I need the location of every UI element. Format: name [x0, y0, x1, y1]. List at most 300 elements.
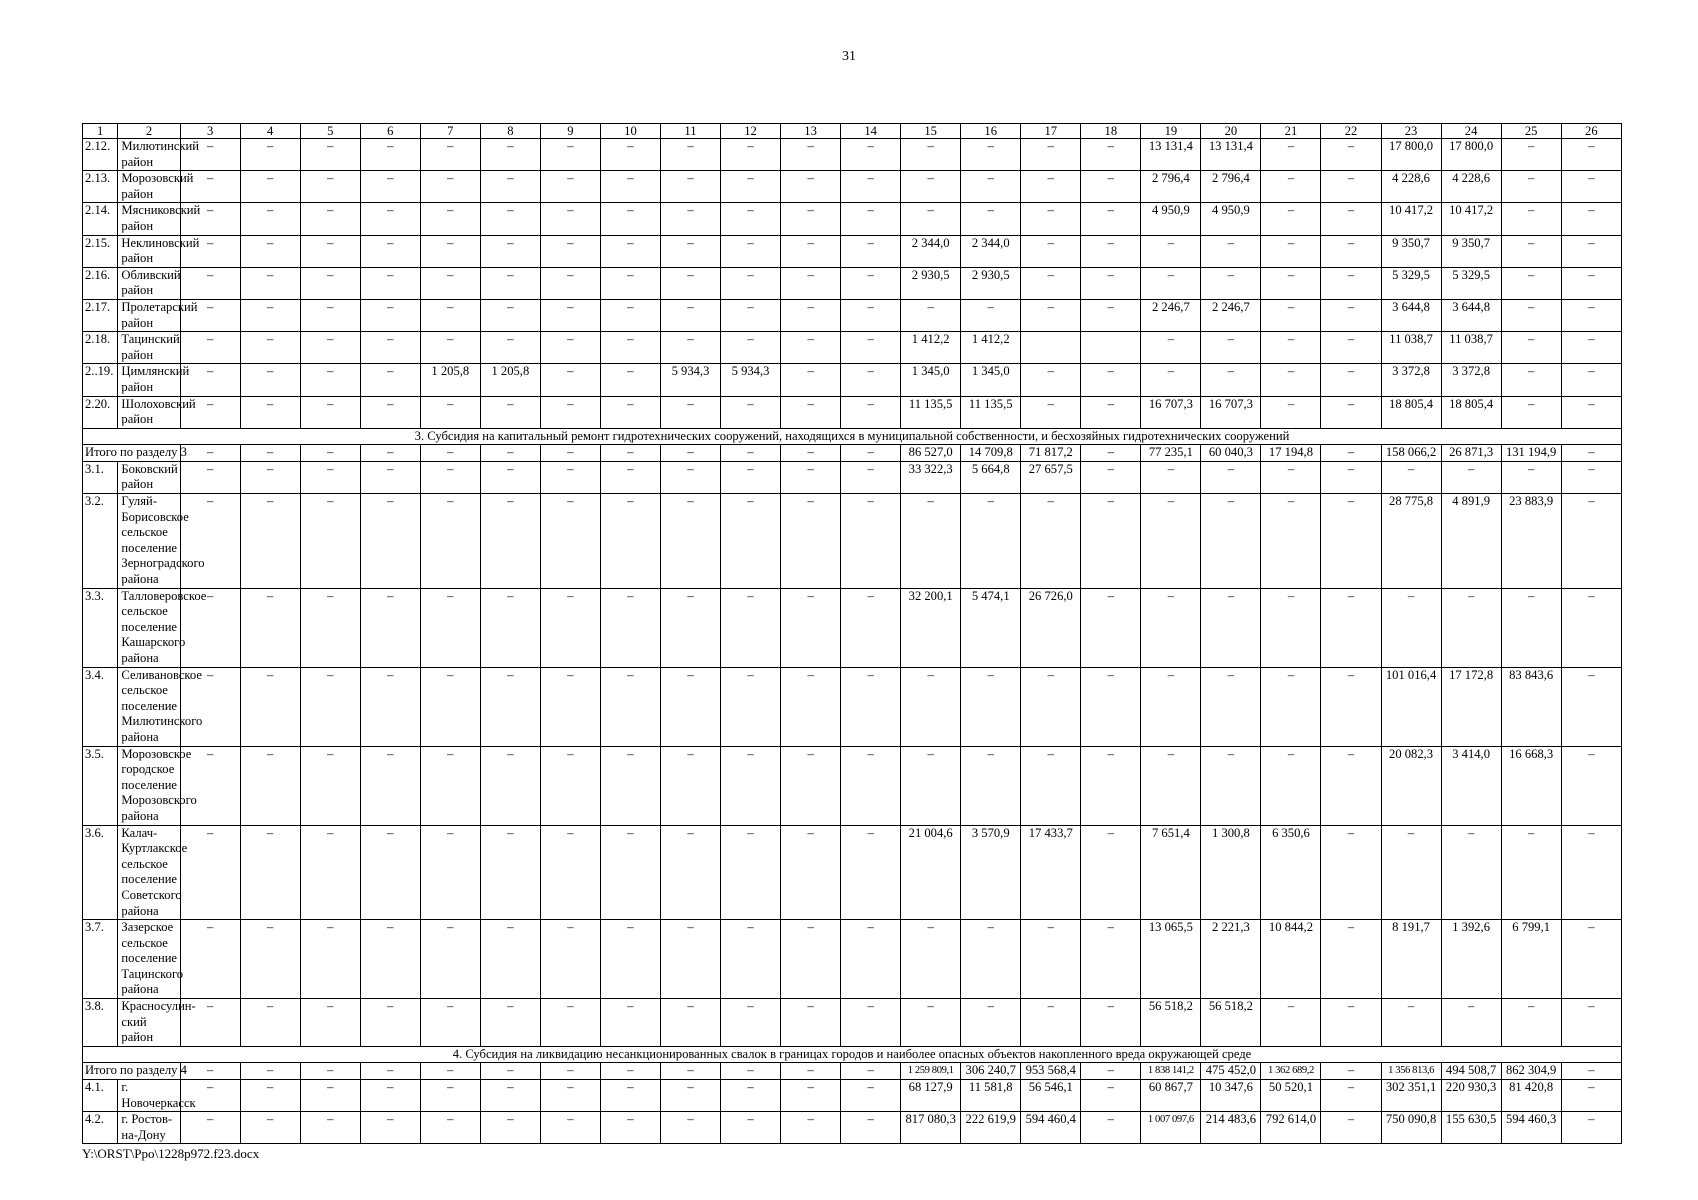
- table-row: [83, 667, 1622, 746]
- value-cell: –: [300, 588, 360, 667]
- value-cell: –: [480, 588, 540, 667]
- value-cell: –: [841, 746, 901, 825]
- value-cell: 11 581,8: [961, 1080, 1021, 1112]
- column-number-header: 8: [480, 124, 540, 139]
- value-cell: –: [841, 299, 901, 331]
- value-cell: –: [1501, 299, 1561, 331]
- table-row: [83, 203, 1622, 235]
- value-cell: 4 228,6: [1441, 171, 1501, 203]
- value-cell: 2 930,5: [961, 267, 1021, 299]
- value-cell: –: [600, 364, 660, 396]
- value-cell: –: [660, 1080, 720, 1112]
- value-cell: –: [180, 299, 240, 331]
- value-cell: 13 131,4: [1141, 139, 1201, 171]
- total-value-cell: –: [420, 1063, 480, 1080]
- value-cell: –: [240, 999, 300, 1047]
- value-cell: –: [360, 461, 420, 493]
- value-cell: –: [540, 299, 600, 331]
- value-cell: –: [660, 461, 720, 493]
- total-value-cell: –: [180, 445, 240, 462]
- value-cell: –: [1561, 494, 1621, 589]
- value-cell: 3 570,9: [961, 825, 1021, 920]
- value-cell: –: [1321, 396, 1381, 428]
- value-cell: –: [1561, 396, 1621, 428]
- value-cell: –: [660, 825, 720, 920]
- value-cell: –: [1501, 267, 1561, 299]
- value-cell: –: [1321, 825, 1381, 920]
- value-cell: –: [300, 203, 360, 235]
- value-cell: –: [1261, 667, 1321, 746]
- table-row: [83, 461, 1622, 493]
- value-cell: –: [1021, 396, 1081, 428]
- value-cell: –: [600, 332, 660, 364]
- value-cell: 6 799,1: [1501, 920, 1561, 999]
- value-cell: –: [1561, 235, 1621, 267]
- value-cell: 5 329,5: [1441, 267, 1501, 299]
- value-cell: –: [1081, 396, 1141, 428]
- value-cell: –: [721, 1112, 781, 1144]
- total-value-cell: 158 066,2: [1381, 445, 1441, 462]
- value-cell: –: [180, 171, 240, 203]
- value-cell: –: [660, 299, 720, 331]
- value-cell: –: [540, 461, 600, 493]
- total-value-cell: 1 259 809,1: [901, 1063, 961, 1080]
- value-cell: –: [240, 235, 300, 267]
- value-cell: –: [1321, 299, 1381, 331]
- value-cell: –: [721, 139, 781, 171]
- municipality-name-cell: Тацинский район: [118, 332, 180, 364]
- value-cell: –: [1021, 746, 1081, 825]
- value-cell: –: [360, 746, 420, 825]
- column-number-header: 1: [83, 124, 118, 139]
- value-cell: 5 664,8: [961, 461, 1021, 493]
- value-cell: –: [1441, 999, 1501, 1047]
- value-cell: –: [240, 332, 300, 364]
- value-cell: –: [480, 299, 540, 331]
- value-cell: –: [180, 999, 240, 1047]
- value-cell: –: [540, 332, 600, 364]
- value-cell: –: [540, 203, 600, 235]
- row-number-cell: 2.18.: [83, 332, 118, 364]
- value-cell: –: [660, 588, 720, 667]
- section-title-row: [83, 1046, 1622, 1063]
- total-value-cell: 862 304,9: [1501, 1063, 1561, 1080]
- column-number-header: 14: [841, 124, 901, 139]
- value-cell: –: [841, 825, 901, 920]
- value-cell: 4 228,6: [1381, 171, 1441, 203]
- value-cell: 1 392,6: [1441, 920, 1501, 999]
- value-cell: –: [360, 1080, 420, 1112]
- value-cell: 302 351,1: [1381, 1080, 1441, 1112]
- value-cell: –: [841, 999, 901, 1047]
- value-cell: 68 127,9: [901, 1080, 961, 1112]
- value-cell: –: [540, 746, 600, 825]
- value-cell: –: [1081, 171, 1141, 203]
- municipality-name-cell: Калач-Куртлакское сельское поселение Советского района: [118, 825, 180, 920]
- value-cell: –: [300, 746, 360, 825]
- municipality-name-cell: Цимлянский район: [118, 364, 180, 396]
- value-cell: –: [1081, 494, 1141, 589]
- value-cell: 33 322,3: [901, 461, 961, 493]
- value-cell: –: [901, 746, 961, 825]
- value-cell: –: [420, 588, 480, 667]
- value-cell: 1 205,8: [480, 364, 540, 396]
- value-cell: –: [721, 825, 781, 920]
- value-cell: –: [781, 332, 841, 364]
- column-number-header: 22: [1321, 124, 1381, 139]
- value-cell: –: [180, 667, 240, 746]
- total-value-cell: –: [1321, 1063, 1381, 1080]
- value-cell: 81 420,8: [1501, 1080, 1561, 1112]
- value-cell: –: [480, 494, 540, 589]
- value-cell: –: [1321, 746, 1381, 825]
- table-row: [83, 1112, 1622, 1144]
- value-cell: –: [781, 139, 841, 171]
- municipality-name-cell: Селивановское сельское поселение Милютинского района: [118, 667, 180, 746]
- value-cell: –: [1201, 267, 1261, 299]
- value-cell: –: [721, 1080, 781, 1112]
- column-number-header: 11: [660, 124, 720, 139]
- value-cell: –: [300, 1080, 360, 1112]
- value-cell: –: [300, 396, 360, 428]
- column-number-header: 18: [1081, 124, 1141, 139]
- value-cell: –: [1501, 825, 1561, 920]
- value-cell: –: [1261, 396, 1321, 428]
- value-cell: –: [360, 396, 420, 428]
- value-cell: –: [360, 235, 420, 267]
- value-cell: –: [480, 667, 540, 746]
- budget-table: [82, 123, 1622, 1144]
- value-cell: 18 805,4: [1441, 396, 1501, 428]
- value-cell: –: [1501, 235, 1561, 267]
- value-cell: –: [300, 267, 360, 299]
- row-number-cell: 3.4.: [83, 667, 118, 746]
- value-cell: –: [360, 299, 420, 331]
- value-cell: –: [1261, 461, 1321, 493]
- value-cell: –: [1321, 999, 1381, 1047]
- row-number-cell: 3.1.: [83, 461, 118, 493]
- column-number-header: 2: [118, 124, 180, 139]
- value-cell: –: [1141, 667, 1201, 746]
- value-cell: –: [1381, 588, 1441, 667]
- value-cell: –: [841, 494, 901, 589]
- total-value-cell: 306 240,7: [961, 1063, 1021, 1080]
- value-cell: –: [420, 139, 480, 171]
- value-cell: –: [841, 267, 901, 299]
- value-cell: –: [781, 999, 841, 1047]
- row-number-cell: 4.1.: [83, 1080, 118, 1112]
- value-cell: –: [1321, 332, 1381, 364]
- value-cell: –: [420, 667, 480, 746]
- value-cell: 1 345,0: [901, 364, 961, 396]
- value-cell: 4 950,9: [1141, 203, 1201, 235]
- column-number-header: 19: [1141, 124, 1201, 139]
- value-cell: –: [360, 332, 420, 364]
- value-cell: –: [1021, 267, 1081, 299]
- value-cell: –: [841, 364, 901, 396]
- table-row: [83, 999, 1622, 1047]
- value-cell: –: [420, 267, 480, 299]
- value-cell: –: [540, 171, 600, 203]
- value-cell: 594 460,3: [1501, 1112, 1561, 1144]
- value-cell: –: [961, 299, 1021, 331]
- value-cell: –: [1561, 746, 1621, 825]
- value-cell: –: [1021, 203, 1081, 235]
- value-cell: –: [600, 1080, 660, 1112]
- table-row: [83, 1080, 1622, 1112]
- value-cell: –: [1321, 203, 1381, 235]
- value-cell: –: [420, 1112, 480, 1144]
- value-cell: –: [480, 1112, 540, 1144]
- value-cell: –: [721, 920, 781, 999]
- value-cell: –: [1321, 235, 1381, 267]
- value-cell: –: [1561, 267, 1621, 299]
- value-cell: –: [1561, 1112, 1621, 1144]
- value-cell: –: [240, 364, 300, 396]
- value-cell: –: [600, 667, 660, 746]
- value-cell: 1 345,0: [961, 364, 1021, 396]
- value-cell: 56 546,1: [1021, 1080, 1081, 1112]
- value-cell: –: [961, 139, 1021, 171]
- value-cell: –: [1321, 588, 1381, 667]
- total-value-cell: 1 362 689,2: [1261, 1063, 1321, 1080]
- total-value-cell: –: [721, 445, 781, 462]
- value-cell: –: [240, 139, 300, 171]
- row-number-cell: 4.2.: [83, 1112, 118, 1144]
- total-value-cell: –: [360, 1063, 420, 1080]
- value-cell: –: [781, 396, 841, 428]
- value-cell: –: [901, 171, 961, 203]
- value-cell: 17 800,0: [1381, 139, 1441, 171]
- municipality-name-cell: Милютинский район: [118, 139, 180, 171]
- total-value-cell: –: [600, 445, 660, 462]
- value-cell: –: [480, 461, 540, 493]
- value-cell: –: [180, 235, 240, 267]
- value-cell: –: [1561, 999, 1621, 1047]
- value-cell: –: [300, 139, 360, 171]
- total-value-cell: 26 871,3: [1441, 445, 1501, 462]
- municipality-name-cell: Морозовское городское поселение Морозовского района: [118, 746, 180, 825]
- row-number-cell: 2.12.: [83, 139, 118, 171]
- value-cell: –: [240, 171, 300, 203]
- column-number-header: 9: [540, 124, 600, 139]
- value-cell: –: [961, 667, 1021, 746]
- value-cell: –: [1081, 364, 1141, 396]
- value-cell: –: [1381, 825, 1441, 920]
- column-number-header: 23: [1381, 124, 1441, 139]
- value-cell: 10 417,2: [1381, 203, 1441, 235]
- value-cell: –: [781, 746, 841, 825]
- value-cell: –: [360, 667, 420, 746]
- value-cell: –: [1201, 494, 1261, 589]
- value-cell: –: [360, 203, 420, 235]
- value-cell: –: [660, 999, 720, 1047]
- value-cell: –: [1321, 920, 1381, 999]
- value-cell: –: [721, 588, 781, 667]
- value-cell: 2 796,4: [1201, 171, 1261, 203]
- value-cell: –: [1501, 139, 1561, 171]
- value-cell: –: [961, 920, 1021, 999]
- value-cell: –: [660, 920, 720, 999]
- total-value-cell: –: [660, 1063, 720, 1080]
- value-cell: –: [360, 267, 420, 299]
- value-cell: –: [781, 171, 841, 203]
- municipality-name-cell: Красносулин-ский район: [118, 999, 180, 1047]
- value-cell: 13 065,5: [1141, 920, 1201, 999]
- row-number-cell: 3.3.: [83, 588, 118, 667]
- row-number-cell: 2.14.: [83, 203, 118, 235]
- value-cell: –: [180, 1112, 240, 1144]
- value-cell: –: [1201, 667, 1261, 746]
- value-cell: –: [1081, 746, 1141, 825]
- value-cell: –: [1021, 139, 1081, 171]
- value-cell: –: [1201, 461, 1261, 493]
- value-cell: –: [300, 667, 360, 746]
- total-value-cell: –: [300, 445, 360, 462]
- value-cell: –: [420, 920, 480, 999]
- value-cell: –: [1381, 461, 1441, 493]
- value-cell: –: [660, 139, 720, 171]
- value-cell: –: [1141, 332, 1201, 364]
- value-cell: –: [781, 825, 841, 920]
- value-cell: –: [420, 494, 480, 589]
- value-cell: 594 460,4: [1021, 1112, 1081, 1144]
- municipality-name-cell: Неклиновский район: [118, 235, 180, 267]
- value-cell: 56 518,2: [1141, 999, 1201, 1047]
- value-cell: –: [660, 171, 720, 203]
- value-cell: –: [1021, 364, 1081, 396]
- total-value-cell: –: [1321, 445, 1381, 462]
- value-cell: –: [660, 203, 720, 235]
- value-cell: –: [781, 267, 841, 299]
- value-cell: –: [540, 396, 600, 428]
- municipality-name-cell: Шолоховский район: [118, 396, 180, 428]
- value-cell: –: [240, 203, 300, 235]
- column-number-header: 25: [1501, 124, 1561, 139]
- column-number-row: [83, 124, 1622, 139]
- value-cell: –: [1261, 494, 1321, 589]
- municipality-name-cell: г. Новочеркасск: [118, 1080, 180, 1112]
- value-cell: –: [600, 494, 660, 589]
- column-number-header: 3: [180, 124, 240, 139]
- value-cell: –: [600, 588, 660, 667]
- total-value-cell: 60 040,3: [1201, 445, 1261, 462]
- value-cell: –: [1321, 364, 1381, 396]
- total-value-cell: 14 709,8: [961, 445, 1021, 462]
- value-cell: –: [660, 1112, 720, 1144]
- value-cell: –: [1561, 332, 1621, 364]
- value-cell: 3 414,0: [1441, 746, 1501, 825]
- value-cell: –: [420, 332, 480, 364]
- total-value-cell: 131 194,9: [1501, 445, 1561, 462]
- value-cell: 5 934,3: [660, 364, 720, 396]
- value-cell: –: [1261, 267, 1321, 299]
- value-cell: –: [961, 494, 1021, 589]
- value-cell: –: [600, 999, 660, 1047]
- value-cell: 10 347,6: [1201, 1080, 1261, 1112]
- value-cell: –: [180, 1080, 240, 1112]
- value-cell: –: [240, 746, 300, 825]
- value-cell: –: [1201, 235, 1261, 267]
- value-cell: –: [1021, 235, 1081, 267]
- value-cell: –: [540, 999, 600, 1047]
- value-cell: –: [1561, 920, 1621, 999]
- value-cell: –: [901, 920, 961, 999]
- value-cell: –: [1561, 588, 1621, 667]
- value-cell: –: [180, 396, 240, 428]
- value-cell: –: [961, 746, 1021, 825]
- value-cell: –: [1561, 461, 1621, 493]
- value-cell: –: [1261, 171, 1321, 203]
- value-cell: 10 417,2: [1441, 203, 1501, 235]
- value-cell: 750 090,8: [1381, 1112, 1441, 1144]
- value-cell: –: [1321, 171, 1381, 203]
- value-cell: –: [1501, 999, 1561, 1047]
- column-number-header: 13: [781, 124, 841, 139]
- value-cell: –: [841, 920, 901, 999]
- value-cell: –: [1081, 667, 1141, 746]
- value-cell: 11 135,5: [961, 396, 1021, 428]
- total-value-cell: –: [480, 445, 540, 462]
- table-row: [83, 171, 1622, 203]
- value-cell: –: [360, 171, 420, 203]
- column-number-header: 12: [721, 124, 781, 139]
- value-cell: –: [721, 746, 781, 825]
- value-cell: –: [240, 1080, 300, 1112]
- table-row: [83, 494, 1622, 589]
- total-value-cell: –: [420, 445, 480, 462]
- value-cell: –: [540, 494, 600, 589]
- value-cell: –: [480, 139, 540, 171]
- value-cell: –: [240, 396, 300, 428]
- value-cell: –: [1021, 171, 1081, 203]
- value-cell: –: [360, 920, 420, 999]
- value-cell: –: [540, 267, 600, 299]
- total-value-cell: –: [1561, 445, 1621, 462]
- value-cell: –: [841, 139, 901, 171]
- row-number-cell: 3.2.: [83, 494, 118, 589]
- value-cell: –: [901, 999, 961, 1047]
- table-row: [83, 139, 1622, 171]
- value-cell: –: [781, 494, 841, 589]
- value-cell: 2 344,0: [901, 235, 961, 267]
- value-cell: –: [841, 1080, 901, 1112]
- value-cell: –: [1321, 267, 1381, 299]
- value-cell: –: [180, 332, 240, 364]
- total-value-cell: 953 568,4: [1021, 1063, 1081, 1080]
- municipality-name-cell: Пролетарский район: [118, 299, 180, 331]
- value-cell: –: [300, 1112, 360, 1144]
- value-cell: –: [1021, 999, 1081, 1047]
- value-cell: –: [540, 920, 600, 999]
- value-cell: –: [781, 1080, 841, 1112]
- value-cell: 11 038,7: [1441, 332, 1501, 364]
- value-cell: –: [1381, 999, 1441, 1047]
- table-row: [83, 746, 1622, 825]
- section-total-row: [83, 1063, 1622, 1080]
- value-cell: –: [420, 1080, 480, 1112]
- value-cell: –: [240, 267, 300, 299]
- value-cell: –: [1081, 825, 1141, 920]
- total-value-cell: –: [841, 445, 901, 462]
- row-number-cell: 2.20.: [83, 396, 118, 428]
- total-value-cell: –: [180, 1063, 240, 1080]
- value-cell: –: [1081, 461, 1141, 493]
- value-cell: 1 300,8: [1201, 825, 1261, 920]
- section-title: 3. Субсидия на капитальный ремонт гидротехнических сооружений, находящихся в муниципальной собственности, и бесхозяйных гидротехнических сооружений: [83, 428, 1622, 445]
- value-cell: 83 843,6: [1501, 667, 1561, 746]
- value-cell: –: [1261, 299, 1321, 331]
